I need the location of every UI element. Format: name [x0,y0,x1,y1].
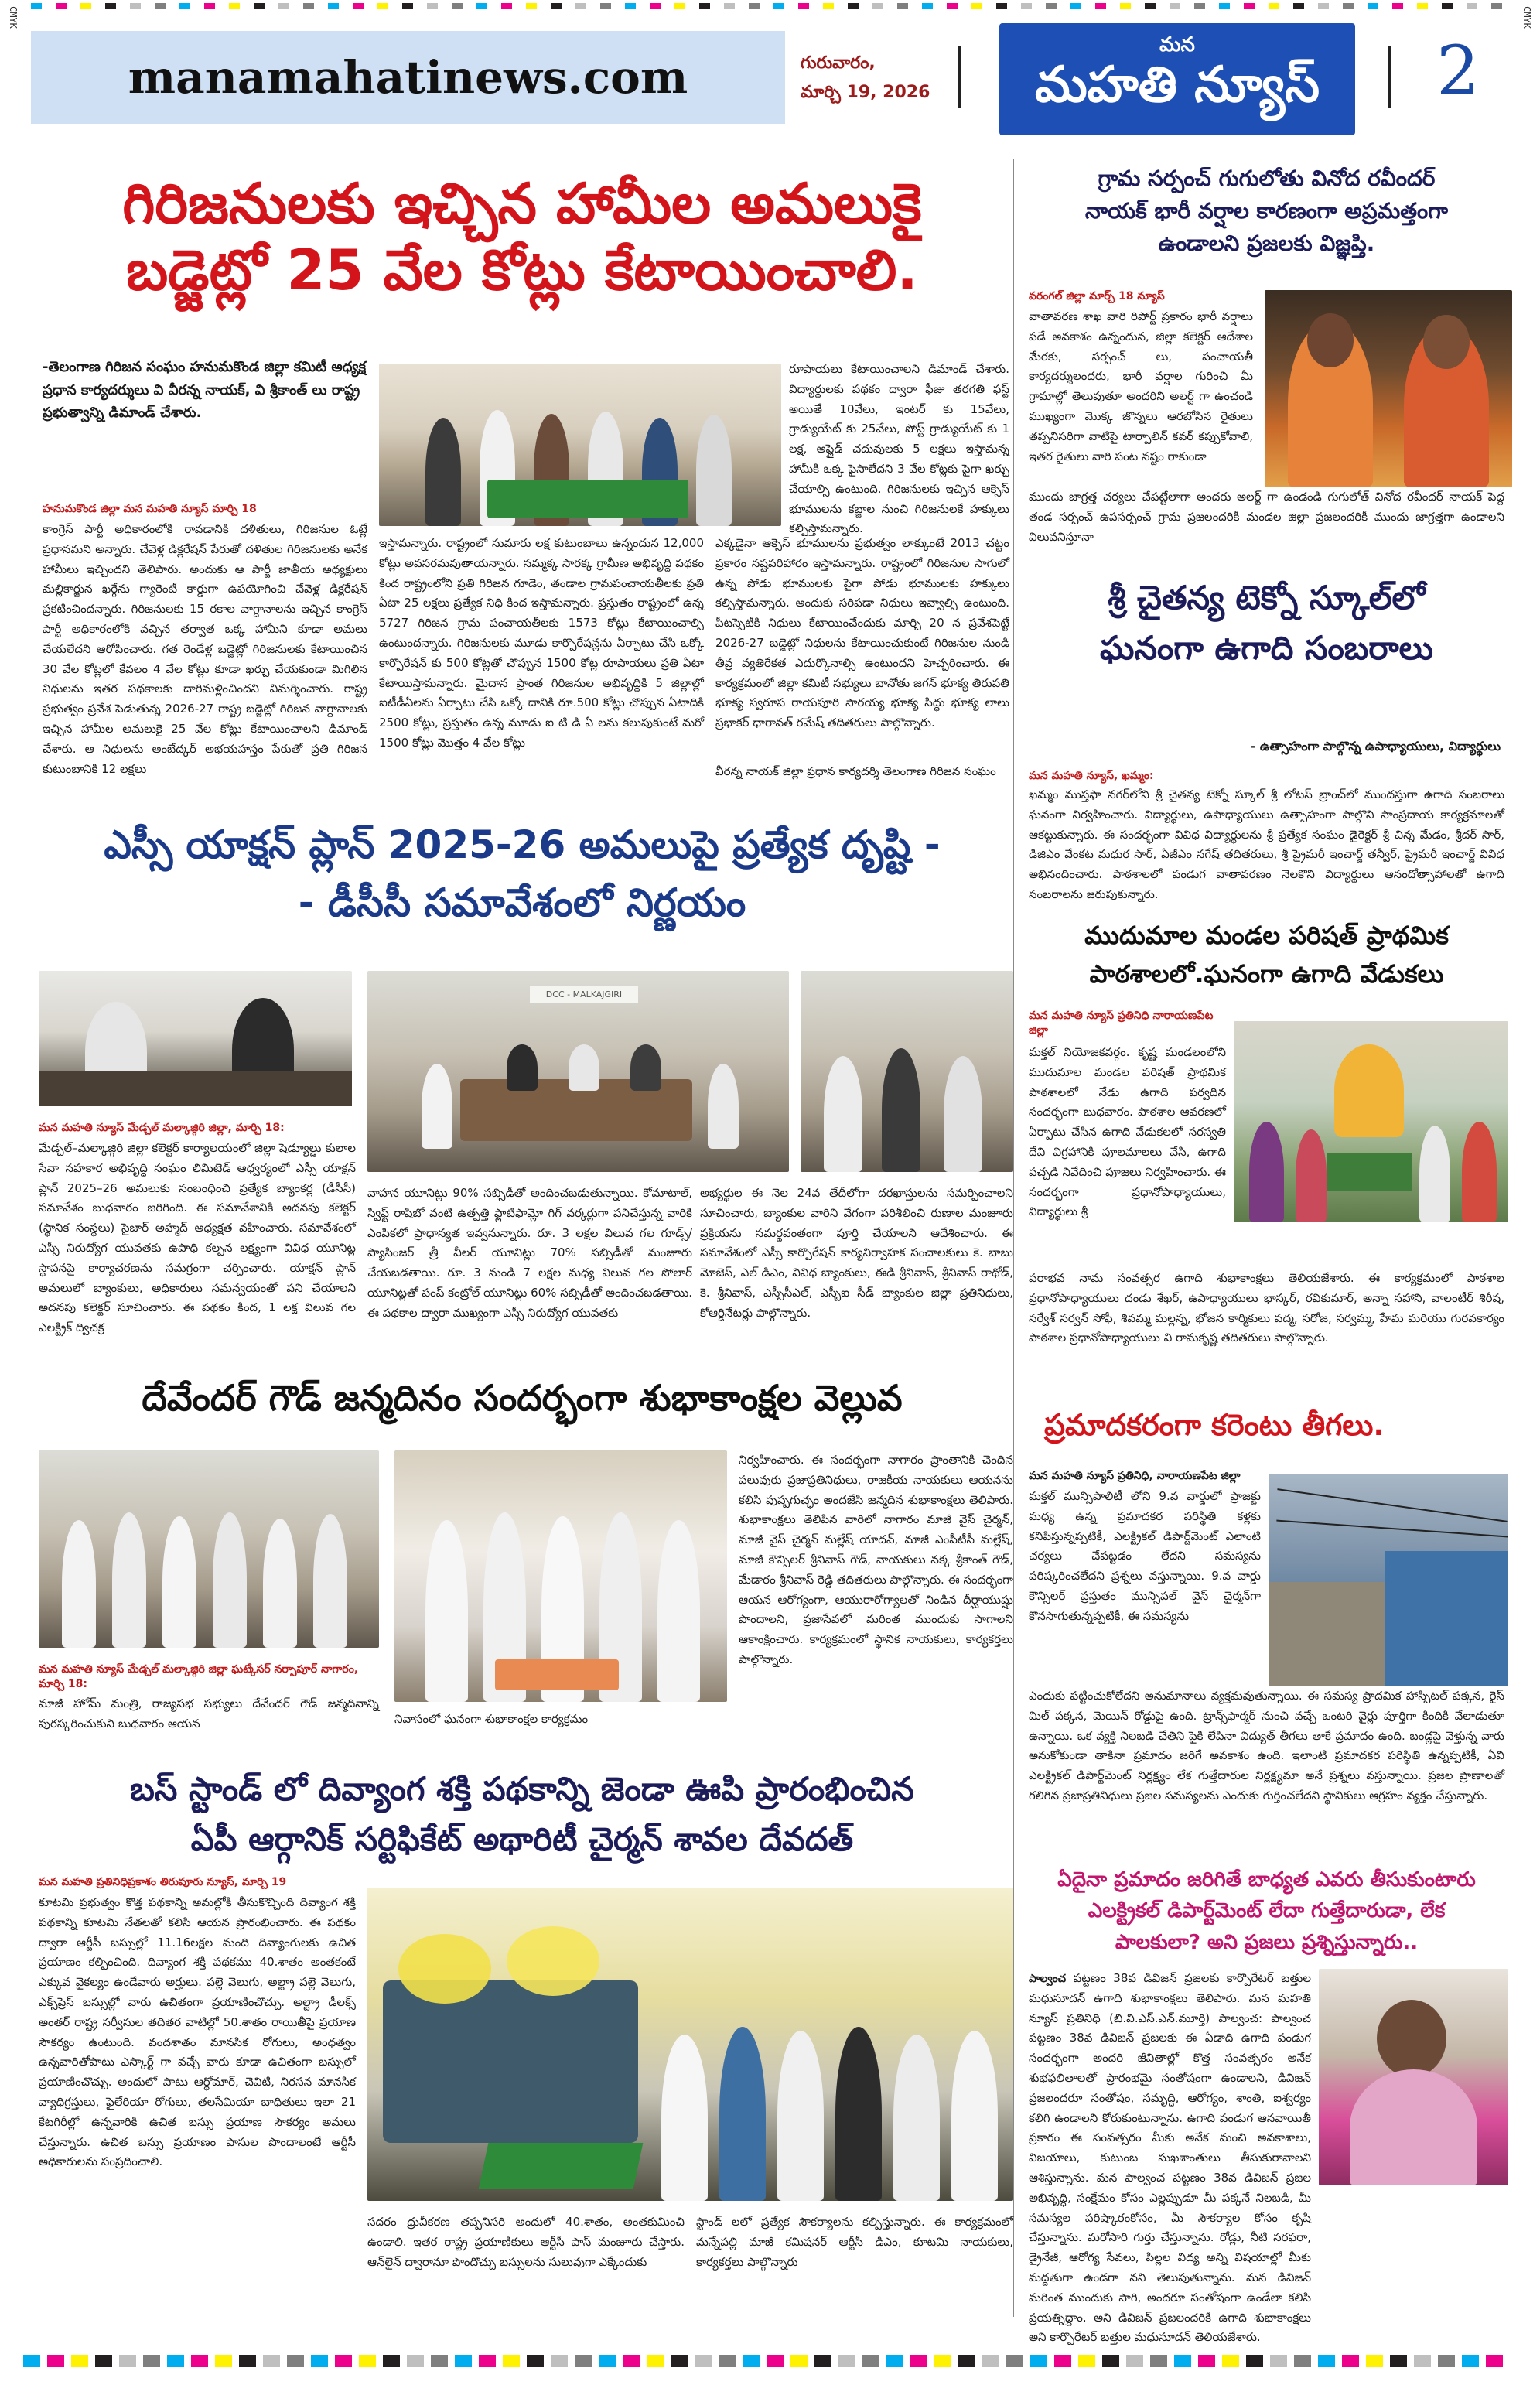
registration-swatch [575,2355,592,2367]
article1-col2: ఇస్తామన్నారు. రాష్ట్రంలో సుమారు లక్ష కుటుంబాలు ఉన్నందున 12,000 కోట్లు అవసరమవుతాయన్నారు. సమ్మక్క సారక్క గ్రామీణ అభివృద్ధి పథకం కింద రాష్ట్రంలోని ప్రతి గిరిజన గూడెం, తండాల గ్రామపంచాయతీలకు ప్రతి ఏటా 25 లక్షలు ప్రత్యేక నిధి కింద ఇస్తామన్నారు. ప్రస్తుతం రాష్ట్రంలో ఉన్న 5727 గిరిజన గ్రామ పంచాయతీలకు 1573 కోట్లు కేటాయించాల్సి ఉంటుందన్నారు. గిరిజనులకు మూడు కార్పొరేషన్లను ఏర్పాటు చేసి ఒక్కో కార్పొరేషన్ కు 500 కోట్లతో చొప్పున 1500 కోట్ల రూపాయలు ప్రతి ఏటా కేటాయిస్తామన్నారు. మైదాన ప్రాంత గిరిజనుల అభివృద్ధికి 5 జిల్లాల్లో ఐటీడీఏలను ఏర్పాటు చేసి ఒక్కో దానికి రూ.500 కోట్లు చొప్పున ఏటాదికి 2500 కోట్లు, ప్రస్తుతం ఉన్న మూడు ఐ టి డి ఏ లను కలుపుకుంటే మరో 1500 కోట్లు మొత్తం 4 వేల కోట్లు [379,536,704,750]
registration-swatch [1006,2355,1023,2367]
registration-swatch [311,2355,328,2367]
article2-col2: వాహన యూనిట్లు 90% సబ్సిడీతో అందించబడుతున్నాయి. కోమాటాల్, స్విఫ్ట్ రాషిబో వంటి ఉత్పత్తి ఫ్లాటిఫామ్లో గిగ్ వర్కర్లుగా పనిచేస్తున్న వారికి ఎంపికలో ప్రాధాన్యత ఇవ్వనున్నారు. రూ. 3 లక్షల విలువ గల గూడ్స్/ప్యాసింజర్ త్రీ వీలర్ యూనిట్లు 70% సబ్సిడీతో మంజూరు చేయబడతాయి. రూ. 3 నుండి 7 లక్షల మధ్య విలువ గల సోలార్ యూనిట్లతో పంప్ కంట్రోల్ యూనిట్లు 60% సబ్సిడీతో అందించబడతాయి. ఈ పథకాల ద్వారా ముఖ్యంగా ఎస్సీ నిరుద్యోగ యువతకు [367,1186,692,1320]
registration-swatch [328,3,339,9]
registration-swatch [80,3,91,9]
article8-col-full: ఎందుకు పట్టించుకోలేదని అనుమానాలు వ్యక్తమవుతున్నాయి. ఈ సమస్య ప్రాదమిక హాస్పిటల్ పక్కన, రైస్ మిల్ పక్కన, మెయిన్ రోడ్డుపై ఉంది. ట్రాన్స్‌ఫార్మర్ నుంచి వచ్చే ఒంటరి వైర్లు పూర్తిగా కిందికి వేలాడుతూ ఉన్నాయి. ఒక వ్యక్తి నిలబడి చేతిని పైకి లేపినా విద్యుత్ తీగలు తాకే ప్రమాదం ఉంది. బండ్లపై వెళ్తున్న వారు అనుకోకుండా తాకినా ప్రమాదం జరిగే అవకాశం ఉంది. ఇలాంటి ప్రమాదకర పరిస్థితి ఉన్నప్పటికీ, ఏవి ఎలక్ట్రికల్ డిపార్ట్‌మెంట్ నిర్లక్ష్యం లేక గుత్తేదారుల నిర్లక్ష్యమా అనే ప్రశ్నలు వస్తున్నాయి. ప్రజల ప్రాణాలతో గలిగిన ప్రజాప్రతినిధులు ప్రజల సమస్యలను ఎందుకు గుర్తించలేదని స్థానికులు ఆగ్రహం వ్యక్తం చేస్తున్నారు. [1029,1689,1504,1802]
registration-swatch [1078,2355,1095,2367]
article4-col3: స్టాండ్ లలో ప్రత్యేక సౌకర్యాలను కల్పిస్తున్నారు. ఈ కార్యక్రమంలో మన్నేపల్లి మాజీ కమిషనర్ ఆర్టీసీ డిఎం, కూటమి నాయకులు, కార్యకర్తలు పాల్గొన్నారు [696,2215,1013,2269]
registration-swatch [1170,3,1180,9]
registration-swatch [551,2355,568,2367]
registration-swatch [862,2355,879,2367]
registration-swatch [674,3,685,9]
registration-swatch [503,2355,520,2367]
article5-headline-line3: ఉండాలని ప్రజలకు విజ్ఞప్తి. [1158,231,1375,256]
registration-swatch [278,3,289,9]
registration-swatch [501,3,512,9]
cmyk-mark-right: CMYK [1521,6,1532,29]
registration-swatch [1269,3,1279,9]
column-rule [1013,159,1014,2317]
article1-headline-line1: గిరిజనులకు ఇచ్చిన హామీల అమలుకై [122,171,922,236]
article8-question [1029,1864,1504,1958]
registration-swatch [1294,2355,1311,2367]
issue-date-text: మార్చి 19, 2026 [801,83,930,102]
article4-col1: కూటమి ప్రభుత్వం కొత్త పథకాన్ని అమల్లోకి తీసుకొచ్చింది దివ్యాంగ శక్తి పథకాన్ని కూటమి నేతలతో కలిసి ఆయన ప్రారంభించారు. ఈ పథకం ద్వారా ఆర్టీసీ బస్సుల్లో 11.16లక్షల మంది దివ్యాంగులకు ఉచిత ప్రయాణం కల్పించింది. దివ్యాంగ శక్తి పథకము 40.శాతం అంతకంటే ఎక్కువ వైకల్యం ఉండేవారు అర్హులు. పల్లె వెలుగు, అల్ట్రా పల్లె వెలుగు, ఎక్స్‌ప్రెస్ బస్సుల్లో వారు ఉచితంగా ప్రయాణించొచ్చు. అల్ట్రా డీలక్స్ అంతర్ రాష్ట్ర సర్వీసుల తదితర వాటిల్లో 50.శాతం రాయితీపై ప్రయాణ సౌకర్యం ఉంటుంది. వందశాతం మానసిక రోగులు, అంధత్వం ఉన్నవారితోపాటు ఎస్కార్ట్ గా వచ్చే వారు కూడా ఉచితంగా బస్సులో ప్రయాణించొచ్చు. అందులో పాటు ఆర్థోమార్, చెవిటి, నిరసన మానసిక వ్యాధిగ్రస్తులు, ఫైలేరియా రోగులు, తలసేమియా బాధితులు ఇలా 21 కేటగిరీల్లో ఉన్నవారికి ఉచిత బస్సు ప్రయాణ సౌకర్యం అమలు చేస్తున్నారు. ఉచిత బస్సు ప్రయాణం పాసుల పొందాలంటే ఆర్టీసీ అధికారులను సంప్రదించాలి. [39,1895,356,2169]
article8-photo [1269,1474,1508,1686]
article6-headline-line1: శ్రీ చైతన్య టెక్నో స్కూల్‌లో [1108,579,1426,617]
article4-headline [31,1764,1013,1864]
issue-day: గురువారం, [801,53,876,73]
registration-bar-bottom [0,2352,1540,2372]
registration-swatch [56,3,67,9]
article4-headline-line1: బస్ స్టాండ్ లో దివ్యాంగ శక్తి పథకాన్ని జెండా ఊపి ప్రారంభించిన [130,1770,914,1808]
registration-swatch [848,3,859,9]
registration-swatch [1270,2355,1287,2367]
registration-swatch [1021,3,1032,9]
registration-swatch [1120,3,1131,9]
registration-swatch [947,3,958,9]
registration-swatch [886,2355,903,2367]
registration-swatch [897,3,908,9]
registration-swatch [427,3,438,9]
article6-dateline: మన మహతి న్యూస్, ఖమ్మం: [1029,770,1154,782]
article6-headline-line2: ఘనంగా ఉగాది సంబరాలు [1100,629,1433,668]
registration-swatch [287,2355,304,2367]
registration-swatch [575,3,586,9]
article1-headline [31,170,1013,304]
article1-headline-line2: బడ్జెట్లో 25 వేల కోట్లు కేటాయించాలి. [126,237,918,303]
registration-swatch [1467,3,1477,9]
article3-dateline: మన మహతి న్యూస్ మేడ్చల్ మల్కాజ్గిరి జిల్లా ఘట్కేసర్ నర్సాపూర్ నాగారం, మార్చి 18: [39,1663,359,1690]
article1-byline: -తెలంగాణ గిరిజన సంఘం హనుమకొండ జిల్లా కమిటీ అధ్యక్ష ప్రధాన కార్యదర్శులు వి వీరన్న నాయక్, వి శ్రీకాంత్ లు రాష్ట్ర ప్రభుత్వాన్ని డిమాండ్ చేశారు. [43,359,366,422]
article9-body: పట్టణం 38వ డివిజన్ ప్రజలకు కార్పొరేటర్ బత్తుల మధుసూదన్ ఉగాది శుభాకాంక్షలు తెలిపారు. మన మహతి న్యూస్ ప్రతినిధి (బి.వి.ఎస్.ఎన్.మూర్తి) పాల్వంచ: పాల్వంచ పట్టణం 38వ డివిజన్ ప్రజలకు ఈ ఏడాది ఉగాది పండుగ సందర్భంగా అందరి జీవితాల్లో కొత్త సంవత్సరం అనేక శుభఫలితాలతో ప్రారంభమై సంతోషంగా ఉండాలని, డివిజన్ ప్రజలందరూ సంతోషం, సమృద్ధి, ఆరోగ్యం, శాంతి, ఐశ్వర్యం కలిగి ఉండాలని కోరుకుంటున్నాను. ఉగాది పండుగ ఆనవాయితీ ప్రకారం ఈ సంవత్సరం మీకు అనేక మంచి అవకాశాలు, విజయాలు, కుటుంబ సుఖశాంతులు తీసుకురావాలని ఆశిస్తున్నాను. మన పాల్వంచ పట్టణం 38వ డివిజన్ ప్రజల అభివృద్ధి, సంక్షేమం కోసం ఎల్లప్పుడూ మీ పక్కనే నిలబడి, మీ సమస్యల పరిష్కారంకోసం, మీ సౌకర్యాల కోసం కృషి చేస్తున్నాను. మరోసారి గుర్తు చేస్తున్నాను. రోడ్లు, నీటి సరఫరా, డ్రైనేజీ, ఆరోగ్య సేవలు, పిల్లల విద్య అన్ని విషయాల్లో మీకు మద్దతుగా ఉండగా నని తెలుపుతున్నాను. మన డివిజన్ మరింత ముందుకు సాగి, అందరూ సంతోషంగా ఉండేలా కలిసి ప్రయత్నిద్దాం. అని డివిజన్ ప్రజలందరికీ ఉగాది శుభాకాంక్షలు అని కార్పొరేటర్ బత్తుల మధుసూదన్ తెలియజేశారు. [1029,1971,1311,2345]
registration-swatch [229,3,240,9]
registration-swatch [838,2355,855,2367]
registration-swatch [719,2355,736,2367]
registration-swatch [377,3,388,9]
article5-headline-line2: నాయక్ భారీ వర్షాల కారణంగా అప్రమత్తంగా [1084,198,1449,224]
registration-swatch [872,3,883,9]
registration-swatch [699,3,710,9]
registration-swatch [922,3,933,9]
registration-swatch [455,2355,472,2367]
registration-swatch [1438,2355,1455,2367]
issue-date [801,37,955,122]
article9-col1 [1029,1969,1311,2345]
registration-bar-top [0,0,1540,14]
article5-dateline: వరంగల్ జిల్లా మార్చ్ 18 న్యూస్ [1029,290,1165,302]
registration-swatch [996,3,1007,9]
registration-swatch [215,2355,232,2367]
registration-swatch [1368,3,1378,9]
article5-col1: వాతావరణ శాఖ వారి రిపోర్ట్ ప్రకారం భారీ వర్షాలు పడే అవకాశం ఉన్నందున, జిల్లా కలెక్టర్ ఆదేశాల మేరకు, సర్పంచ్ లు, పంచాయతీ కార్యదర్శులందరు, భారీ వర్షాల గురించి మీ గ్రామాల్లో తెలుపుతూ అందరిని అలర్ట్ గా ఉంచండి ముఖ్యంగా మొక్క జొన్నలు ఆరబోసిన రైతులు తప్పనిసరిగా వాటిపై టార్పాలిన్ కవర్ కప్పుకోవాలి, ఇతర రైతులు వారి పంట నష్టం రాకుండా [1029,309,1253,463]
registration-swatch [767,2355,784,2367]
article4-headline-line2: ఏపీ ఆర్గానిక్ సర్టిఫికేట్ అథారిటీ చైర్మన్ శావల దేవదత్ [190,1820,854,1859]
article4-dateline: మన మహతి ప్రతినిధిప్రకాశం తిరుపూరు న్యూస్, మార్చి 19 [39,1876,287,1888]
article5-col-full: ముందు జాగ్రత్త చర్యలు చేపట్టేలాగా అందరు అలర్ట్ గా ఉండండి గుగులోత్ వినోద రవీందర్ నాయక్ పెద్ద తండ సర్పంచ్ ఉపసర్పంచ్ గ్రామ ప్రజలందరికీ మండల జిల్లా ప్రజలందరికీ ముందు జాగ్రత్తగా ఉండాలని విలువనిస్తూనా [1029,490,1504,544]
logo-prefix: మన [1159,33,1195,56]
registration-swatch [695,2355,712,2367]
article2-dateline: మన మహతి న్యూస్ మేడ్చల్ మల్కాజ్గిరి జిల్లా, మార్చి 18: [39,1122,285,1134]
registration-swatch [353,3,364,9]
registration-swatch [623,2355,640,2367]
registration-swatch [143,2355,160,2367]
registration-swatch [1030,2355,1047,2367]
article4-photo [367,1888,1013,2201]
article7-headline-line2: పాఠశాలలో.ఘనంగా ఉగాది వేడుకలు [1089,958,1444,989]
registration-swatch [773,3,784,9]
registration-swatch [23,2355,40,2367]
registration-swatch [1491,3,1502,9]
registration-swatch [1102,2355,1119,2367]
registration-swatch [1219,3,1230,9]
registration-swatch [254,3,265,9]
registration-swatch [934,2355,951,2367]
article7-col1: మక్తల్ నియోజకవర్గం. కృష్ణ మండలంలోని ముదుమాల మండల పరిషత్ ప్రాథమిక పాఠశాలలో నేడు ఉగాది పర్వదిన సందర్భంగా బుధవారం. పాఠశాల ఆవరణలో ఏర్పాటు చేసిన ఉగాది వేడుకలలో సరస్వతి దేవి విగ్రహానికి పూలమాలలు వేసి, ఉగాది పచ్చడి నివేదించి పూజలు నిర్వహించారు. ఈ సందర్భంగా ప్రధానోపాధ్యాయులు, విద్యార్థులు శ్రీ [1029,1045,1226,1219]
article8-dateline: మన మహతి న్యూస్ ప్రతినిధి, నారాయణపేట జిల్లా [1029,1470,1241,1482]
registration-swatch [1198,2355,1215,2367]
article4-col2: సదరం ధ్రువీకరణ తప్పనిసరి అందులో 40.శాతం, అంతకుమించి ఉండాలి. ఇతర రాష్ట్ర ప్రయాణికులు ఆర్టీసీ పాస్ మంజూరు చేస్తారు. ఆన్‌లైన్ ద్వారానూ పొందొచ్చు బస్సులను సులువుగా ఎక్కేందుకు [367,2215,685,2269]
registration-swatch [1095,3,1106,9]
registration-swatch [1054,2355,1071,2367]
registration-swatch [1293,3,1304,9]
registration-swatch [1462,2355,1479,2367]
registration-swatch [551,3,562,9]
registration-swatch [1174,2355,1191,2367]
article2-photo-2 [367,971,789,1172]
article6-subline: - ఉత్సాహంగా పాల్గొన్న ఉపాధ్యాయులు, విద్యార్థులు [1250,739,1501,753]
registration-swatch [958,2355,975,2367]
registration-swatch [31,3,42,9]
registration-swatch [599,2355,616,2367]
registration-swatch [790,2355,808,2367]
article1-col1: కాంగ్రెస్ పార్టీ అధికారంలోకి రావడానికి దళితులు, గిరిజనుల ఓట్లే ప్రధానమని అన్నారు. చేవెళ్ల డిక్లరేషన్ పేరుతో దళితుల గిరిజనులకు అనేక హామీలు ఇచ్చిందని తెలిపారు. అందుకు ఆ పార్టీ జాతీయ అధ్యక్షులు మల్లికార్జున ఖర్గేను గ్యారెంటీ కార్డుగా ఉపయోగించి చేవెళ్ల డిక్లరేషన్ ప్రకటించిందన్నారు. గిరిజనులకు 15 రకాల వాగ్దానాలను ఇచ్చిన కాంగ్రెస్ పార్టీ అధికారంలోకి వచ్చిన తర్వాత ఒక్క హామీని కూడా అమలు చేయలేదని ఆరోపించారు. గత రెండేళ్ల బడ్జెట్లో గిరిజనులకు కేటాయించిన 30 వేల కోట్లలో కేవలం 4 వేల కోట్లు కూడా ఖర్చు చేయకుండా మిగిలిన నిధులను ఇతర పథకాలకు దారిమళ్లించిందని విమర్శించారు. రాష్ట్ర ప్రభుత్వం ప్రవేశ పెడుతున్న 2026-27 రాష్ట్ర బడ్జెట్లో గిరిజన వాగ్దానాలకు ఇచ్చిన హామీల అమలుకై 25 వేల కోట్లు కేటాయించాలని డిమాండ్ చేశారు. ఆ నిధులను అంబేద్కర్ అభయహస్తం పేరుతో ప్రతి గిరిజన కుటుంబానికి 12 లక్షలు [43,522,367,776]
registration-swatch [798,3,809,9]
article9-photo [1319,1969,1508,2185]
masthead-divider [958,46,961,108]
registration-swatch [749,3,760,9]
article2-headline-line1: ఎస్సీ యాక్షన్ ప్లాన్ 2025-26 అమలుపై ప్రత్యేక దృష్టి - [104,822,941,867]
article3-photo-1 [39,1450,379,1648]
registration-swatch [359,2355,376,2367]
registration-swatch [814,2355,831,2367]
article9-dateline: పాల్వంచ [1029,1973,1067,1985]
article5-headline-line1: గ్రామ సర్పంచ్ గుగులోతు వినోద రవీందర్ [1098,166,1436,191]
masthead-divider-2 [1388,46,1391,108]
registration-swatch [47,2355,64,2367]
registration-swatch [479,2355,496,2367]
article6-body: ఖమ్మం ముస్తఫా నగర్‌లోని శ్రీ చైతన్య టెక్నో స్కూల్ శ్రీ లోటస్ బ్రాంచ్‌లో ముందస్తుగా ఉగాది సంబరాలు ఘనంగా నిర్వహించారు. విద్యార్థులు, ఉపాధ్యాయులు ఉత్సాహంగా పాల్గొని సాంప్రదాయ కార్యక్రమాలతో ఆకట్టుకున్నారు. ఈ సందర్భంగా వివిధ విద్యార్థులను శ్రీ ప్రత్యేక సంఘం డైరెక్టర్ శ్రీ చిన్న మేడం, శ్రీదర్ సార్, డిజిఎం వేంకట మధుర సార్, ఏజీఎం నగేష్ తదితరులు, శ్రీ ప్రైమరీ ఇంచార్జ్ తన్వీర్, ప్రైమరీ ఇంచార్జ్ వివిధ అభినందించారు. పాఠశాలలో పండుగ వాతావరణం నెలకొని విద్యార్థులు ఆనందోత్సాహాలతో ఉగాది సంబరాలను జరుపుకున్నారు. [1029,788,1504,901]
registration-swatch [1150,2355,1167,2367]
article1-col3a: రూపాయలు కేటాయించాలని డిమాండ్ చేశారు. విద్యార్థులకు పథకం ద్వారా ఫీజు తరగతి ఫస్ట్ అయితే 10వేలు, ఇంటర్ కు 15వేలు, గ్రాడ్యుయేట్ కు 25వేలు, పోస్ట్ గ్రాడ్యుయేట్ కు 1 లక్ష, అప్లైడ్ చదువులకు 5 లక్షలు ఇస్తామన్న హామీకి ఒక్క పైసాలేదని 3 వేల కోట్లకు పైగా ఖర్చు చేయాల్సి ఉంటుంది. గిరిజనులకు ఇచ్చిన ఆక్సెస్ భూములను కబ్జాల నుంచి గిరిజనులకే హక్కులు కల్పిస్తామన్నారు. [789,362,1009,536]
registration-swatch [671,2355,688,2367]
registration-swatch [647,2355,664,2367]
article2-photo-3 [801,971,1013,1172]
article7-headline-line1: ముదుమాల మండల పరిషత్ ప్రాథమిక [1084,921,1449,950]
newspaper-logo [999,23,1355,135]
registration-swatch [1392,3,1403,9]
registration-swatch [71,2355,88,2367]
registration-swatch [1390,2355,1407,2367]
dcc-banner: DCC - MALKAJGIRI [530,986,638,1003]
registration-swatch [383,2355,400,2367]
registration-swatch [167,2355,184,2367]
article1-dateline: హనుమకొండ జిల్లా మన మహతి న్యూస్ మార్చి 18 [43,503,257,515]
article3-col3: నిర్వహించారు. ఈ సందర్భంగా నాగారం ప్రాంతానికి చెందిన పలువురు ప్రజాప్రతినిధులు, రాజకీయ నాయకులు ఆయనను కలిసి పుష్పగుచ్ఛం అందజేసి జన్మదిన శుభాకాంక్షలు తెలిపారు. శుభాకాంక్షలు తెలిపిన వారిలో నాగారం మాజీ వైస్ చైర్మన్, మాజీ వైస్ చైర్మన్ మల్లేష్ యాదవ్, మాజీ ఎంపీటీసీ మల్లేష్, మాజీ కౌన్సిలర్ శ్రీనివాస్ గౌడ్, నాయకులు నక్క శ్రీకాంత్ గౌడ్, మేడారం శ్రీనివాస్ రెడ్డి తదితరులు పాల్గొన్నారు. ఈ సందర్భంగా ఆయన ఆరోగ్యంగా, ఆయురారోగ్యాలతో నిండిన దీర్ఘాయుష్షు పొందాలని, ప్రజాసేవలో మరింత ముందుకు సాగాలని ఆకాంక్షించారు. కార్యక్రమంలో స్థానిక నాయకులు, కార్యకర్తలు పాల్గొన్నారు. [739,1453,1013,1666]
article1-photo [379,364,781,526]
registration-swatch [1442,3,1453,9]
article2-headline-line2: - డీసీసీ సమావేశంలో నిర్ణయం [298,880,746,925]
registration-swatch [431,2355,448,2367]
registration-swatch [1342,2355,1359,2367]
registration-swatch [1194,3,1205,9]
registration-swatch [1046,3,1057,9]
article3-photo-2 [394,1450,727,1702]
article5-photo [1265,290,1512,487]
registration-swatch [1222,2355,1239,2367]
registration-swatch [650,3,661,9]
site-url[interactable]: manamahatinews.com [128,51,688,104]
registration-swatch [476,3,487,9]
registration-swatch [303,3,314,9]
registration-swatch [1246,2355,1263,2367]
registration-swatch [335,2355,352,2367]
registration-swatch [263,2355,280,2367]
cmyk-mark-left: CMYK [8,6,19,29]
registration-swatch [1366,2355,1383,2367]
registration-swatch [600,3,611,9]
article1-col3c: వీరన్న నాయక్ జిల్లా ప్రధాన కార్యదర్శి తెలంగాణ గిరిజన సంఘం [715,764,996,778]
article8-question-line3: పాలకులా? అని ప్రజలు ప్రశ్నిస్తున్నారు.. [1115,1930,1419,1954]
registration-swatch [191,2355,208,2367]
article8-headline: ప్రమాదకరంగా కరెంటు తీగలు. [1044,1408,1385,1442]
article7-headline [1029,917,1504,993]
registration-swatch [743,2355,760,2367]
registration-swatch [1318,3,1329,9]
article3-col1: మాజీ హోమ్ మంత్రి, రాజ్యసభ సభ్యులు దేవేందర్ గౌడ్ జన్మదినాన్ని పురస్కరించుకుని బుధవారం ఆయన [39,1696,379,1731]
article1-col3b: ఎక్కడైనా ఆక్సెస్ భూములను ప్రభుత్వం లాక్కుంటే 2013 చట్టం ప్రకారం నష్టపరిహారం ఇస్తామన్నారు. రాష్ట్రంలో గిరిజనుల సాగులో ఉన్న పోడు భూములకు పైగా పోడు భూములకు హక్కులు కల్పిస్తామన్నారు. అందుకు సరిపడా నిధులు ఇవ్వాల్సి ఉంటుంది. పీటస్సెటీకి నిధులు కేటాయించేందుకు మార్చి 20 న ప్రవేశపెట్టే 2026-27 బడ్జెట్లో నిధులను కేటాయించుకుంటే గిరిజనుల నుండి తీవ్ర వ్యతిరేకత ఎదుర్కొనాల్సి ఉంటుందని హెచ్చరించారు. ఈ కార్యక్రమంలో జిల్లా కమిటీ సభ్యులు బానోతు జగన్ భూక్య తిరుపతి భూక్య స్వరూప రాయపూరి సారయ్య భూక్య సిద్ధు భూక్య లాలు ప్రభాకర్ ధారావత్ రమేష్ తదితరులు పాల్గొన్నారు. [715,536,1009,730]
article5-headline [1029,162,1504,260]
registration-swatch [1486,2355,1503,2367]
registration-swatch [1318,2355,1335,2367]
site-banner [31,31,785,124]
article7-col-full: పరాభవ నామ సంవత్సర ఉగాది శుభాకాంక్షలు తెలియజేశారు. ఈ కార్యక్రమంలో పాఠశాల ప్రధానోపాధ్యాయులు దండు శేఖర్, ఉపాధ్యాయులు భాస్కర్, రవికుమార్, అన్నా సహాని, వాలంటీర్ శిరీష, సర్వేశ్ సర్వన్ సోఫీ, శివమ్మ మల్లన్న, భోజన కార్మికులు పద్మ, సరోజ, సర్వమ్మ, హేమ మరియు గురవకార్యం పాఠశాల ప్రధానోపాధ్యాయులు వి రామకృష్ణ తదితరులు పాల్గొన్నారు. [1029,1271,1504,1345]
registration-swatch [239,2355,256,2367]
registration-swatch [204,3,215,9]
article2-col1: మేడ్చల్–మల్కాజ్గిరి జిల్లా కలెక్టర్ కార్యాలయంలో జిల్లా షెడ్యూల్డు కులాల సేవా సహకార అభివృద్ధి సంఘం లిమిటెడ్ ఆధ్వర్యంలో ఎస్సీ యాక్షన్ ప్లాన్ 2025–26 అమలుకు సంబంధించి ప్రత్యేక బ్యాంకర్ల (డీసీసీ) సమావేశం బుధవారం జరిగింది. ఈ సమావేశానికి అదనపు కలెక్టర్ (స్థానిక సంస్థలు) సైజార్ అహ్మద్ అధ్యక్షత వహించారు. సమావేశంలో ఎస్సీ నిరుద్యోగ యువతకు ఉపాధి కల్పన లక్ష్యంగా వివిధ యూనిట్ల స్థాపనపై కార్యాచరణను సమగ్రంగా చర్చించారు. యాక్షన్ ప్లాన్ అమలులో బ్యాంకులు, అధికారులు సమన్వయంతో పని చేయాలని అదనపు కలెక్టర్ సూచించారు. ఈ పథకం కింద, 1 లక్ష విలువ గల ఎలక్ట్రిక్ ద్విచక్ర [39,1141,356,1335]
registration-swatch [1343,3,1354,9]
registration-swatch [1244,3,1255,9]
article6-headline [1029,572,1504,673]
registration-swatch [1414,2355,1431,2367]
registration-swatch [95,2355,112,2367]
article8-question-line2: ఎలక్ట్రికల్ డిపార్ట్‌మెంట్ లేదా గుత్తేదారుడా, లేక [1088,1899,1446,1923]
article2-col3b: అభ్యర్థుల ఈ నెల 24వ తేదీలోగా దరఖాస్తులను సమర్పించాలని సూచించారు, బ్యాంకుల వారిని వేగంగా పరిశీలించి రుణాల మంజూరు ప్రక్రియను సమర్థవంతంగా పూర్తి చేయాలని ఆదేశించారు. ఈ సమావేశంలో ఎస్సీ కార్పొరేషన్ కార్యనిర్వాహక సంచాలకులు కె. బాబు మోజెస్, ఎల్ డిఎం, వివిధ బ్యాంకులు, ఈడి శ్రీనివాస్, శ్రీనివాస్ రాథోడ్, కె. శ్రీనివాస్, ఎస్సీసీఎల్, ఎస్బీఐ సీడ్ బ్యాంకుల జిల్లా ప్రతినిధులు, కోఆర్డినేటర్లు పాల్గొన్నారు. [700,1186,1013,1320]
registration-swatch [1070,3,1081,9]
registration-swatch [724,3,735,9]
article3-col2: నివాసంలో ఘనంగా శుభాకాంక్షల కార్యక్రమం [394,1712,589,1726]
registration-swatch [625,3,636,9]
registration-swatch [105,3,116,9]
registration-swatch [982,2355,999,2367]
registration-swatch [910,2355,927,2367]
registration-swatch [1417,3,1428,9]
registration-swatch [402,3,413,9]
registration-swatch [526,3,537,9]
logo-text: మహతి న్యూస్ [1034,56,1320,114]
registration-swatch [155,3,166,9]
page-number: 2 [1436,31,1480,111]
registration-swatch [1145,3,1156,9]
registration-swatch [452,3,463,9]
article7-dateline: మన మహతి న్యూస్ ప్రతినిధి నారాయణపేట జిల్లా [1029,1010,1214,1037]
article2-photo-1 [39,971,352,1106]
article3-headline: దేవేందర్ గౌడ్ జన్మదినం సందర్భంగా శుభాకాంక్షల వెల్లువ [142,1377,903,1419]
registration-swatch [527,2355,544,2367]
registration-swatch [179,3,190,9]
registration-swatch [823,3,834,9]
article7-photo [1234,1021,1508,1222]
registration-swatch [971,3,982,9]
registration-swatch [407,2355,424,2367]
article8-question-line1: ఏదైనా ప్రమాదం జరిగితే బాధ్యత ఎవరు తీసుకుంటారు [1057,1868,1476,1891]
registration-swatch [119,2355,136,2367]
article2-headline [31,816,1013,932]
article8-col1: మక్తల్ మున్సిపాలిటీ లోని 9.వ వార్డులో ప్రాజక్టు మధ్య ఉన్న ప్రమాదకర పరిస్థితి కళ్లకు కనిపిస్తున్నప్పటికీ, ఎలక్ట్రికల్ డిపార్ట్‌మెంట్ ఎలాంటి చర్యలు చేపట్టడం లేదని సమస్యను పరిష్కరించలేదని ప్రశ్నలు వస్తున్నాయి. 9.వ వార్డు కౌన్సిలర్ ప్రస్తుతం మున్సిపల్ వైస్ చైర్మన్‌గా కొనసాగుతున్నప్పటికీ, ఈ సమస్యను [1029,1489,1261,1623]
registration-swatch [130,3,141,9]
registration-swatch [1126,2355,1143,2367]
